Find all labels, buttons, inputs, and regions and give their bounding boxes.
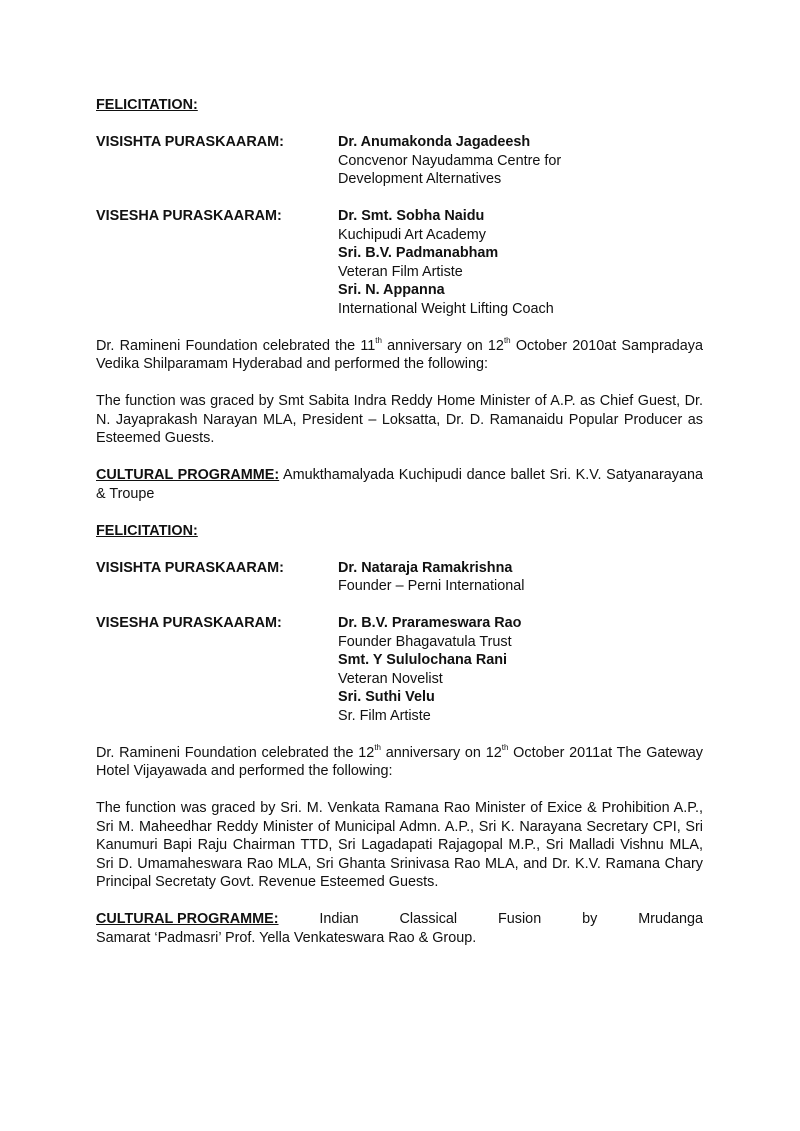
visesha-label: VISESHA PURASKAARAM: <box>96 615 282 631</box>
felicitation-heading-2: FELICITATION: <box>96 522 198 539</box>
visishta-label: VISISHTA PURASKAARAM: <box>96 559 284 576</box>
anniversary-12-paragraph: Dr. Ramineni Foundation celebrated the 12th anniversary on 12th October 2011at The Gateway Hotel Vijayawada and performed the following: <box>96 742 703 779</box>
visishta-label: VISISHTA PURASKAARAM: <box>96 134 284 150</box>
awardee-role: Kuchipudi Art Academy <box>338 226 486 243</box>
awardee-role: Veteran Novelist <box>338 670 443 687</box>
awardee-name: Sri. B.V. Padmanabham <box>338 245 499 261</box>
awardee-role: Founder Bhagavatula Trust <box>338 633 512 650</box>
visesha-awardees <box>338 614 703 725</box>
awardee-name: Dr. Nataraja Ramakrishna <box>338 559 513 576</box>
visesha-row-2 <box>96 614 703 725</box>
cultural-programme-12: CULTURAL PROGRAMME: Indian Classical Fusion by Mrudanga Samarat ‘Padmasri’ Prof. Yella Venkateswara Rao & Group. <box>96 911 703 946</box>
awardee-name: Smt. Y Sululochana Rani <box>338 652 507 668</box>
cultural-programme-label: CULTURAL PROGRAMME: <box>96 911 279 927</box>
visishta-row-2 <box>96 559 703 596</box>
cultural-programme-label: CULTURAL PROGRAMME: <box>96 467 280 483</box>
visesha-label: VISESHA PURASKAARAM: <box>96 208 282 224</box>
guests-paragraph-12: The function was graced by Sri. M. Venkata Ramana Rao Minister of Exice & Prohibition A.P., Sri M. Maheedhar Reddy Minister of Municipal Admn. A.P., Sri K. Narayana Secretary CPI, Sri Kanumuri Bapi Raju Chairman TTD, Sri Lagadapati Rajagopal M.P., Sri Malladi Vishnu MLA, Sri D. Umamaheswara Rao MLA, Sri Ghanta Srinivasa Rao MLA, and Dr. K.V. Ramana Chary Principal Secretaty Govt. Revenue Esteemed Guests. <box>96 800 703 890</box>
awardee-name: Dr. B.V. Prarameswara Rao <box>338 615 522 631</box>
felicitation-heading-1: FELICITATION: <box>96 97 198 113</box>
visesha-awardees <box>338 207 703 318</box>
visishta-row-1 <box>96 133 703 189</box>
awardee-name: Dr. Anumakonda Jagadeesh <box>338 134 531 150</box>
awardee-role: Concvenor Nayudamma Centre for <box>338 152 562 169</box>
anniversary-11-paragraph: Dr. Ramineni Foundation celebrated the 11th anniversary on 12th October 2010at Sampradaya Vedika Shilparamam Hyderabad and performed the following: <box>96 335 703 372</box>
awardee-role: International Weight Lifting Coach <box>338 300 554 317</box>
awardee-role: Founder – Perni International <box>338 578 525 594</box>
awardee-role: Veteran Film Artiste <box>338 263 463 280</box>
visesha-row-1 <box>96 207 703 318</box>
awardee-name: Dr. Smt. Sobha Naidu <box>338 208 485 224</box>
visishta-awardees <box>338 559 703 596</box>
awardee-role: Development Alternatives <box>338 171 502 187</box>
awardee-role: Sr. Film Artiste <box>338 707 431 724</box>
document-page <box>96 96 703 947</box>
cultural-programme-11: CULTURAL PROGRAMME: Amukthamalyada Kuchipudi dance ballet Sri. K.V. Satyanarayana & Troupe <box>96 467 703 502</box>
visishta-awardees <box>338 133 703 189</box>
awardee-name: Sri. Suthi Velu <box>338 689 435 705</box>
awardee-name: Sri. N. Appanna <box>338 282 445 298</box>
guests-paragraph-11: The function was graced by Smt Sabita Indra Reddy Home Minister of A.P. as Chief Guest, Dr. N. Jayaprakash Narayan MLA, President – Loksatta, Dr. D. Ramanaidu Popular Producer as Esteemed Guests. <box>96 393 703 446</box>
